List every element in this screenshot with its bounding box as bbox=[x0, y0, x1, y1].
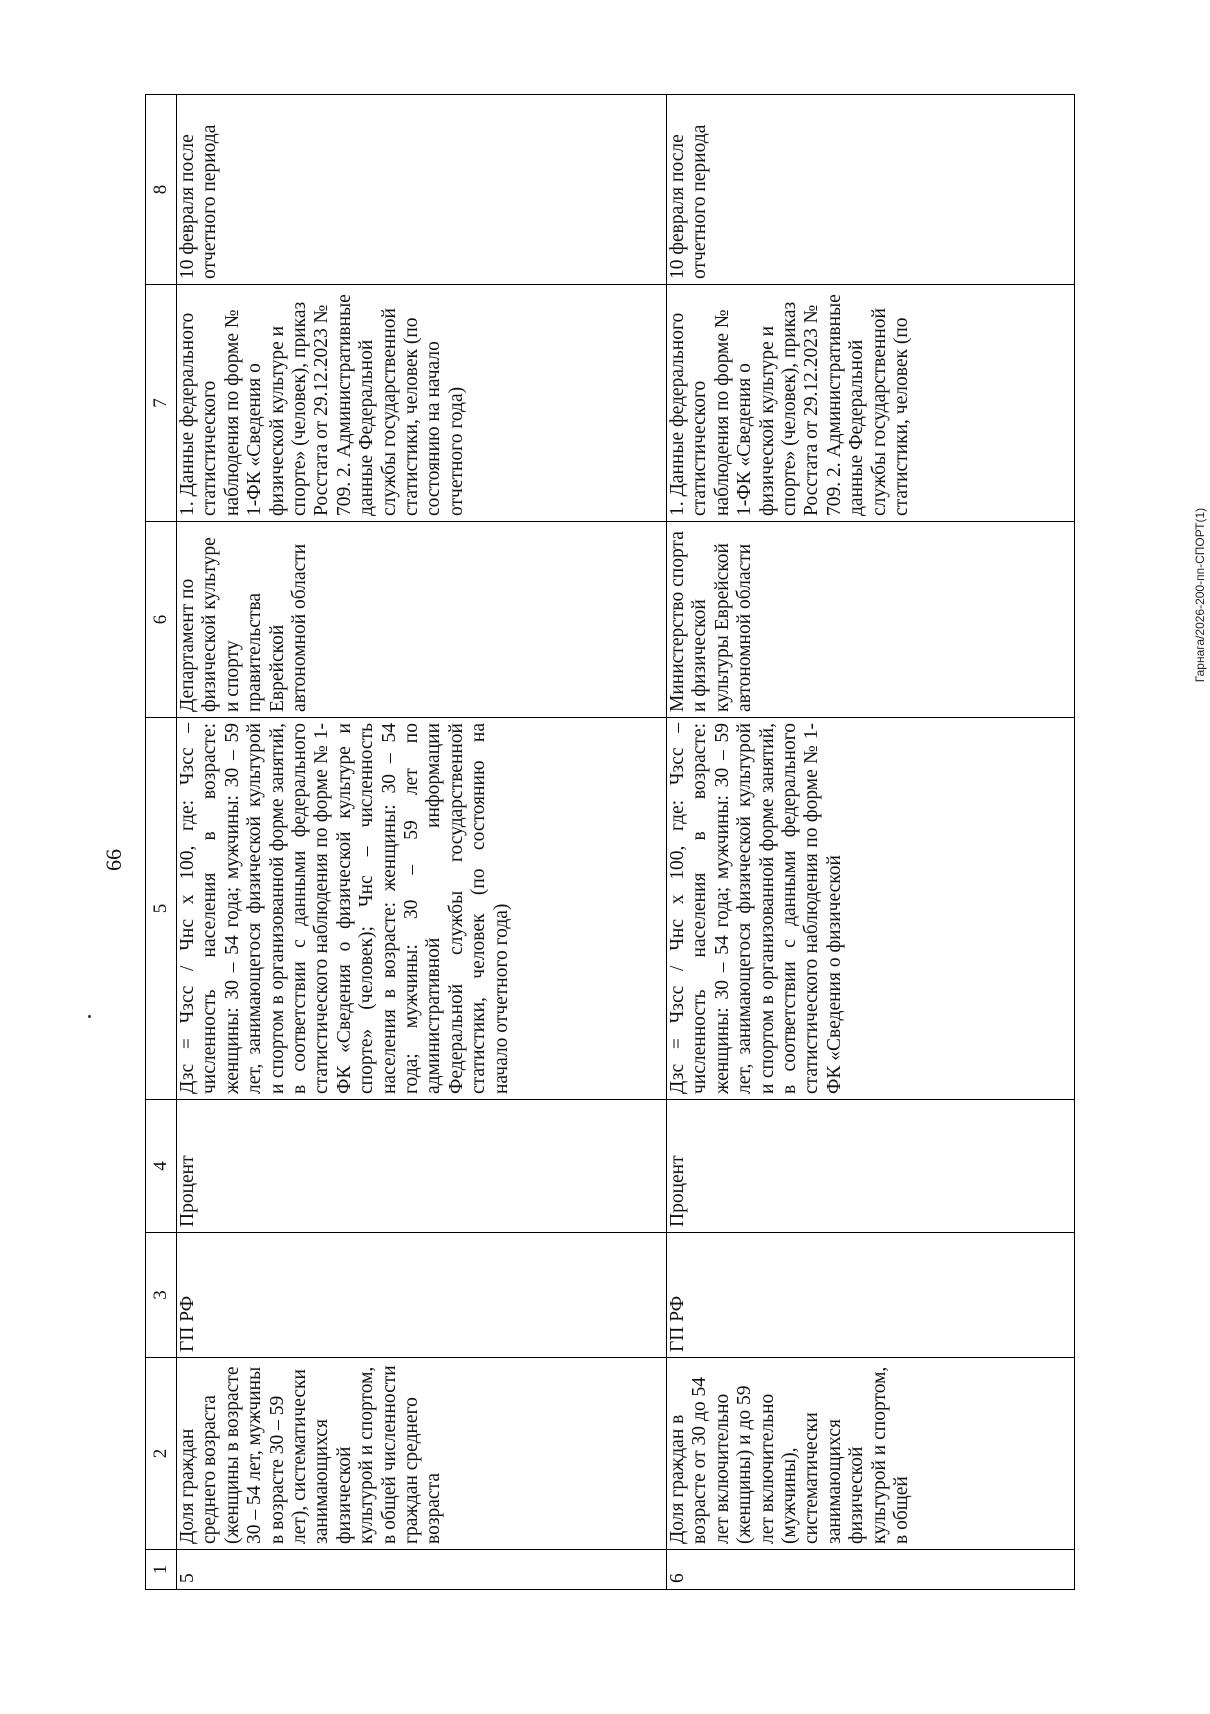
column-header: 7 bbox=[146, 285, 177, 522]
page-number: 66 bbox=[101, 849, 126, 871]
column-header: 8 bbox=[146, 95, 177, 285]
column-header: 3 bbox=[146, 1233, 177, 1358]
row-number: 5 bbox=[177, 1550, 667, 1590]
document-stamp: Гарнага/2026-200-пп-СПОРТ(1) bbox=[1193, 507, 1207, 683]
table-row bbox=[177, 95, 667, 1590]
responsible-cell: Министерство спорта и физической культуры Еврейской автономной области bbox=[667, 522, 1075, 718]
table-header-row bbox=[146, 95, 177, 1590]
source-cell: 1. Данные федерального статистического наблюдения по форме № 1-ФК «Сведения о физической культуре и спорте» (человек), приказ Росстата от 29.12.2023 № 709. 2. Административные данные Федеральной службы государственной статистики, человек (по bbox=[667, 285, 1075, 522]
deadline-cell: 10 февраля после отчетного периода bbox=[177, 95, 667, 285]
indicator-name: Доля граждан в возрасте от 30 до 54 лет включительно (женщины) и до 59 лет включительно (мужчины), систематически занимающихся физической культурой и спортом, в общей bbox=[667, 1358, 1075, 1550]
method-cell: Дзс = Чзсс / Чнс х 100, где: Чзсс – численность населения в возрасте: женщины: 30 – 54 года; мужчины: 30 – 59 лет, занимающегося физической культурой и спортом в организованной форме занятий, в соответствии с данными федерального статистического наблюдения по форме № 1-ФК «Сведения о физической культуре и спорте» (человек); Чнс – численность населения в возрасте: женщины: 30 – 54 года; мужчины: 30 – 59 лет по административной информации Федеральной службы государственной статистики, человек (по состоянию на начало отчетного года) bbox=[177, 718, 667, 1100]
column-header: 5 bbox=[146, 718, 177, 1100]
source-cell: 1. Данные федерального статистического наблюдения по форме № 1-ФК «Сведения о физической культуре и спорте» (человек), приказ Росстата от 29.12.2023 № 709. 2. Административные данные Федеральной службы государственной статистики, человек (по состоянию на начало отчетного года) bbox=[177, 285, 667, 522]
row-number: 6 bbox=[667, 1550, 1075, 1590]
indicators-table bbox=[145, 94, 1075, 1590]
table-row bbox=[667, 95, 1075, 1590]
column-header: 2 bbox=[146, 1358, 177, 1550]
unit-cell: Процент bbox=[667, 1100, 1075, 1233]
basis-cell: ГП РФ bbox=[177, 1233, 667, 1358]
column-header: 4 bbox=[146, 1100, 177, 1233]
responsible-cell: Департамент по физической культуре и спорту правительства Еврейской автономной области bbox=[177, 522, 667, 718]
rotated-table-container bbox=[145, 95, 1073, 1590]
column-header: 6 bbox=[146, 522, 177, 718]
scan-speck bbox=[88, 1015, 91, 1018]
unit-cell: Процент bbox=[177, 1100, 667, 1233]
column-header: 1 bbox=[146, 1550, 177, 1590]
indicator-name: Доля граждан среднего возраста (женщины в возрасте 30 – 54 лет, мужчины в возрасте 30 – 59 лет), систематически занимающихся физической культурой и спортом, в общей численности граждан среднего возраста bbox=[177, 1358, 667, 1550]
deadline-cell: 10 февраля после отчетного периода bbox=[667, 95, 1075, 285]
basis-cell: ГП РФ bbox=[667, 1233, 1075, 1358]
method-cell: Дзс = Чзсс / Чнс х 100, где: Чзсс – численность населения в возрасте: женщины: 30 – 54 года; мужчины: 30 – 59 лет, занимающегося физической культурой и спортом в организованной форме занятий, в соответствии с данными федерального статистического наблюдения по форме № 1-ФК «Сведения о физической bbox=[667, 718, 1075, 1100]
